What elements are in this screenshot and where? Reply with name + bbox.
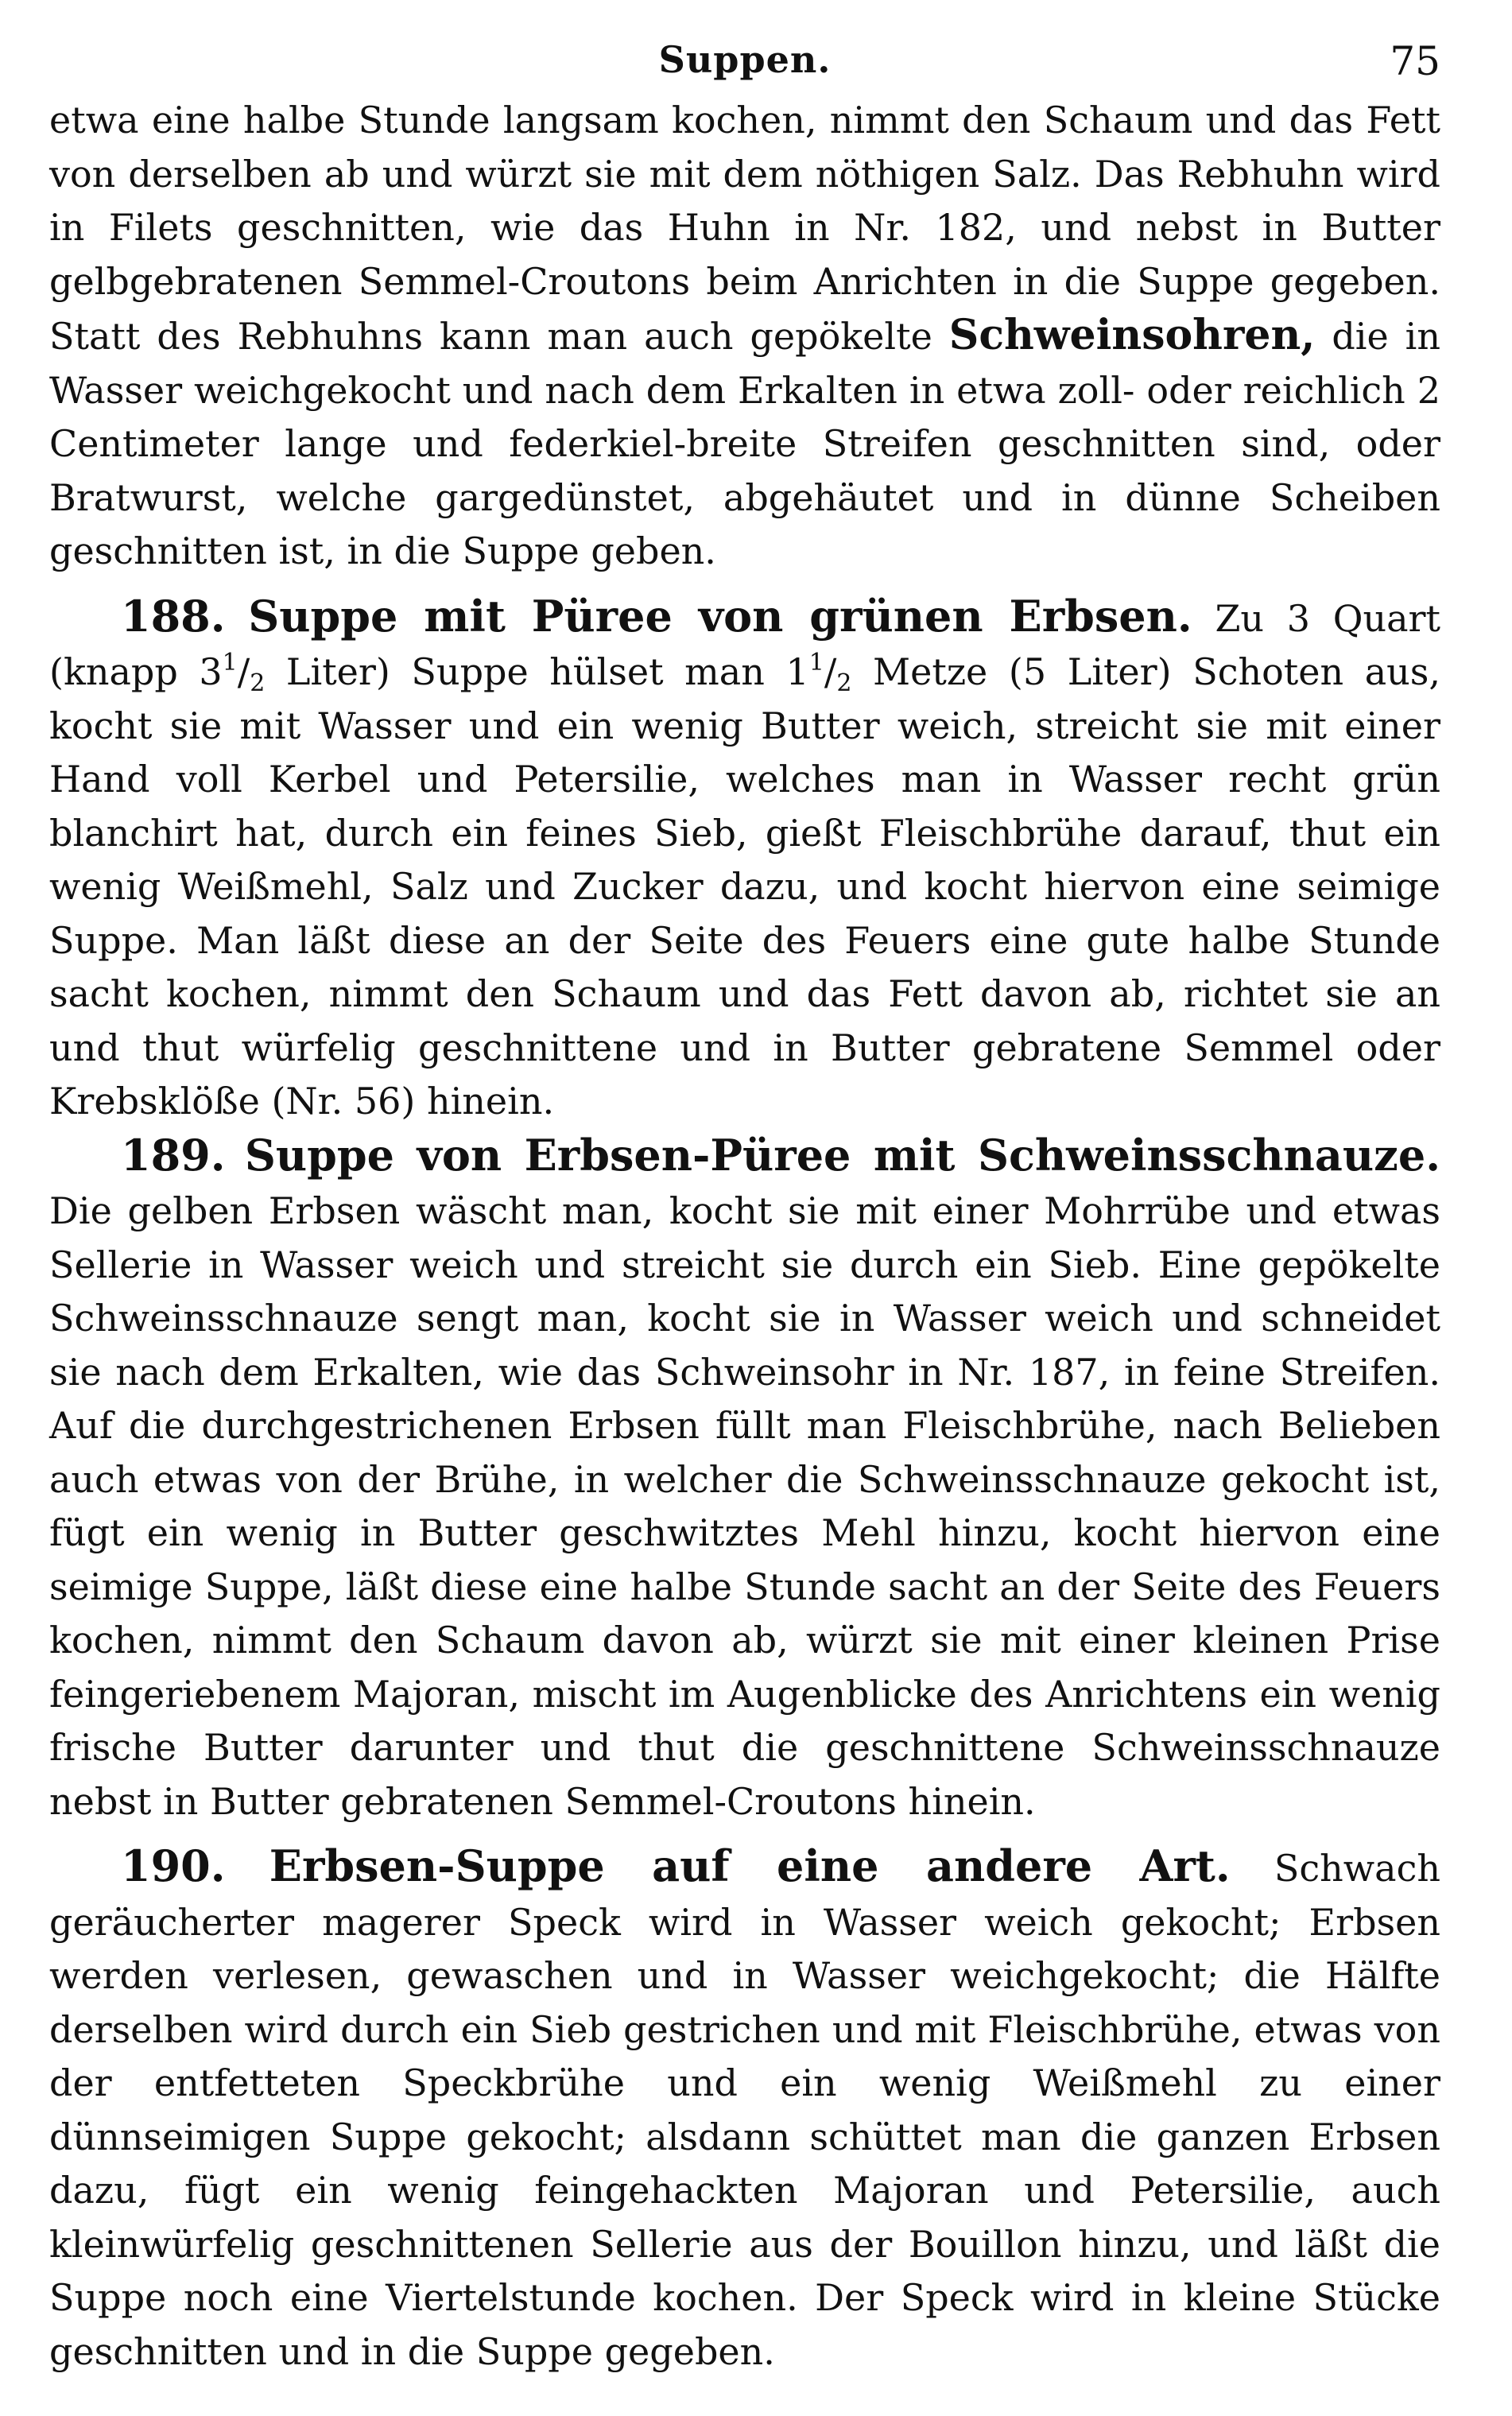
recipe-text-part: Zu 3 Quart (knapp 3 bbox=[49, 596, 1440, 693]
continuation-paragraph bbox=[49, 94, 1440, 579]
fraction-denominator: 2 bbox=[250, 669, 266, 697]
recipe-text: Schwach geräucherter magerer Speck wird in Wasser weich gekocht; Erbsen werden verlesen, gewaschen und in Wasser weichgekocht; die Hälfte derselben wird durch ein Sieb gestrichen und mit Fleischbrühe, etwas von der entfetteten Speckbrühe und ein wenig Weißmehl zu einer dünnseimigen Suppe gekocht; alsdann schüttet man die ganzen Erbsen dazu, fügt ein wenig feingehackten Majoran und Petersilie, auch kleinwürfelig geschnittenen Sellerie aus der Bouillon hinzu, und läßt die Suppe noch eine Viertelstunde kochen. Der Speck wird in kleine Stücke geschnitten und in die Suppe gegeben. bbox=[49, 1847, 1440, 2373]
recipe-title: Suppe von Erbsen-Püree mit Schweinsschnauze. bbox=[244, 1129, 1441, 1181]
continuation-text-after: die in Wasser weichgekocht und nach dem Erkalten in etwa zoll- oder reichlich 2 Centimeter lange und federkiel-breite Streifen geschnitten sind, oder Bratwurst, welche gargedünstet, abgehäutet und in dünne Scheiben geschnitten ist, in die Suppe geben. bbox=[49, 315, 1440, 572]
recipe-title: Suppe mit Püree von grünen Erbsen. bbox=[248, 590, 1192, 642]
emphasis-term: Schweinsohren, bbox=[948, 311, 1316, 359]
recipe-text-part: Metze (5 Liter) Schoten aus, kocht sie mit Wasser und ein wenig Butter weich, streicht sie mit einer Hand voll Kerbel und Petersilie, welches man in Wasser recht grün blanchirt hat, durch ein feines Sieb, gießt Fleischbrühe darauf, thut ein wenig Weißmehl, Salz und Zucker dazu, und kocht hiervon eine seimige Suppe. Man läßt diese an der Seite des Feuers eine gute halbe Stunde sacht kochen, nimmt den Schaum und das Fett davon ab, richtet sie an und thut würfelig geschnittene und in Butter gebratene Semmel oder Krebsklöße (Nr. 56) hinein. bbox=[49, 650, 1441, 1123]
running-header bbox=[49, 22, 1440, 94]
running-title: Suppen. bbox=[658, 38, 832, 81]
recipe-text: Die gelben Erbsen wäscht man, kocht sie mit einer Mohrrübe und etwas Sellerie in Wasser weich und streicht sie durch ein Sieb. Eine gepökelte Schweinsschnauze sengt man, kocht sie in Wasser weich und schneidet sie nach dem Erkalten, wie das Schweinsohr in Nr. 187, in feine Streifen. Auf die durchgestrichenen Erbsen füllt man Fleischbrühe, nach Belieben auch etwas von der Brühe, in welcher die Schweinsschnauze gekocht ist, fügt ein wenig in Butter geschwitztes Mehl hinzu, kocht hiervon eine seimige Suppe, läßt diese eine halbe Stunde sacht an der Seite des Feuers kochen, nimmt den Schaum davon ab, würzt sie mit einer kleinen Prise feingeriebenem Majoran, mischt im Augenblicke des Anrichtens ein wenig frische Butter darunter und thut die geschnittene Schweinsschnauze nebst in Butter gebratenen Semmel-Croutons hinein. bbox=[49, 1189, 1440, 1823]
page-body bbox=[49, 94, 1440, 2379]
fraction-slash: / bbox=[237, 650, 250, 693]
recipe-number: 188. bbox=[121, 590, 226, 642]
recipe-188 bbox=[49, 590, 1440, 1129]
recipe-190 bbox=[49, 1840, 1440, 2379]
recipe-title: Erbsen-Suppe auf eine andere Art. bbox=[269, 1840, 1231, 1891]
fraction-numerator: 1 bbox=[222, 649, 238, 677]
recipe-text-part: Liter) Suppe hülset man 1 bbox=[265, 650, 809, 693]
recipe-189 bbox=[49, 1129, 1440, 1829]
fraction-numerator: 1 bbox=[808, 649, 824, 677]
fraction-slash: / bbox=[824, 650, 837, 693]
recipe-number: 189. bbox=[121, 1129, 226, 1181]
fraction-denominator: 2 bbox=[836, 669, 852, 697]
continuation-text-before: etwa eine halbe Stunde langsam kochen, nimmt den Schaum und das Fett von derselben ab und würzt sie mit dem nöthigen Salz. Das Rebhuhn wird in Filets geschnitten, wie das Huhn in Nr. 182, und nebst in Butter gelbgebratenen Semmel-Croutons beim Anrichten in die Suppe gegeben. Statt des Rebhuhns kann man auch gepökelte bbox=[49, 99, 1440, 358]
page-number: 75 bbox=[1390, 38, 1440, 84]
recipe-number: 190. bbox=[121, 1840, 226, 1891]
